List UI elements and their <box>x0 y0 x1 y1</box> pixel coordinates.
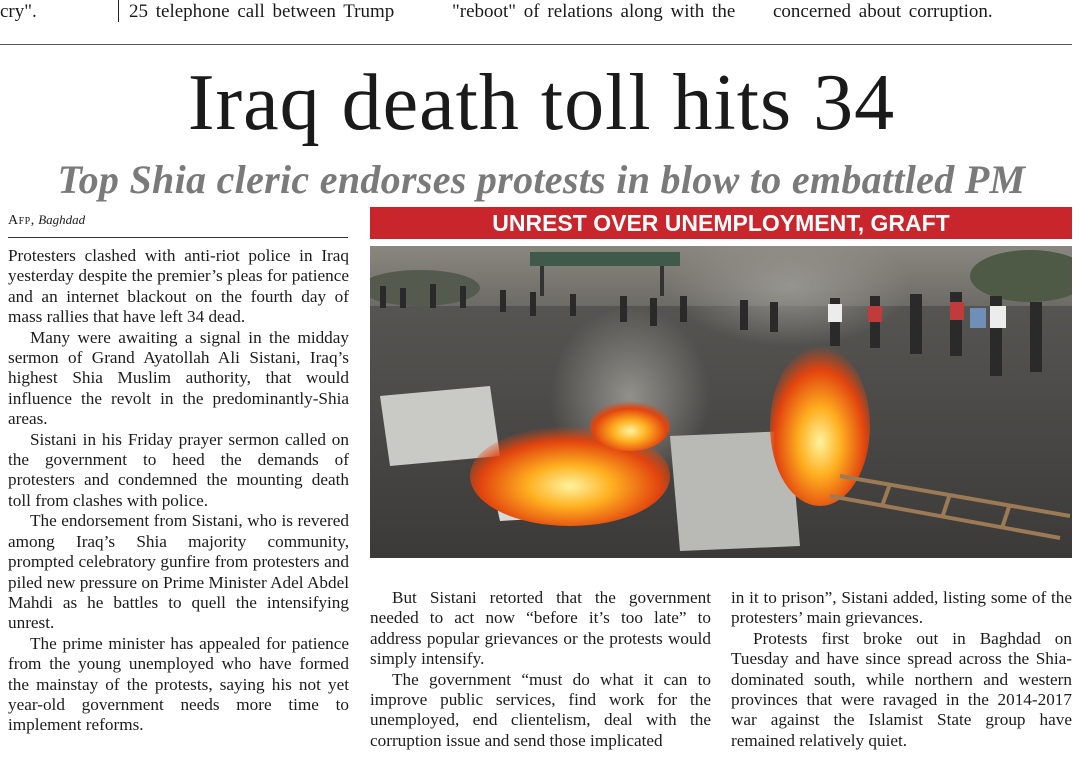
paragraph: The endorsement from Sistani, who is revered among Iraq’s Shia majority community, prompted celebratory gunfire from protesters and piled new pressure on Prime Minister Adel Abdel Mahdi as he battles to quell the intensifying unrest. <box>8 511 349 633</box>
article-column-2 <box>370 588 711 751</box>
prev-article-fragment: "reboot" of relations along with the <box>452 1 736 22</box>
column-divider <box>118 0 119 22</box>
byline-rule <box>8 237 348 238</box>
paragraph: The prime minister has appealed for patience from the young unemployed who have formed the mainstay of the protests, saying his not yet year-old government needs more time to implement reforms. <box>8 633 349 735</box>
photo-banner: UNREST OVER UNEMPLOYMENT, GRAFT <box>370 207 1072 239</box>
byline <box>8 210 85 231</box>
paragraph: Many were awaiting a signal in the midday sermon of Grand Ayatollah Ali Sistani, Iraq’s highest Shia Muslim authority, that would influence the revolt in the predominantly-Shia areas. <box>8 327 349 429</box>
article-column-3 <box>731 588 1072 751</box>
paragraph: But Sistani retorted that the government needed to act now “before it’s too late” to address popular grievances or the protests would simply intensify. <box>370 588 711 669</box>
byline-place: Baghdad <box>38 212 86 227</box>
protest-photo-illustration <box>370 246 1072 558</box>
paragraph: Protests first broke out in Baghdad on Tuesday and have since spread across the Shia-dominated south, while northern and western provinces that were ravaged in the 2014-2017 war against the Islamist State group have remained relatively quiet. <box>731 628 1072 750</box>
section-divider <box>0 44 1072 45</box>
news-photo <box>370 246 1072 558</box>
prev-article-fragment: 25 telephone call between Trump <box>129 1 395 22</box>
headline: Iraq death toll hits 34 <box>187 59 896 147</box>
paragraph: Protesters clashed with anti-riot police in Iraq yesterday despite the premier’s pleas for patience and an internet blackout on the fourth day of mass rallies that have left 34 dead. <box>8 246 349 327</box>
paragraph: Sistani in his Friday prayer sermon called on the government to heed the demands of protesters and condemned the mounting death toll from clashes with police. <box>8 429 349 510</box>
paragraph: The government “must do what it can to improve public services, find work for the unemployed, end clientelism, deal with the corruption issue and send those implicated <box>370 669 711 750</box>
paragraph: in it to prison”, Sistani added, listing some of the protesters’ main grievances. <box>731 588 1072 628</box>
article-column-1 <box>8 246 349 736</box>
prev-article-fragment: cry". <box>0 1 37 22</box>
subheadline: Top Shia cleric endorses protests in blow to embattled PM <box>57 157 1026 202</box>
prev-article-fragment: concerned about corruption. <box>773 1 993 22</box>
byline-agency: Afp, <box>8 213 35 228</box>
